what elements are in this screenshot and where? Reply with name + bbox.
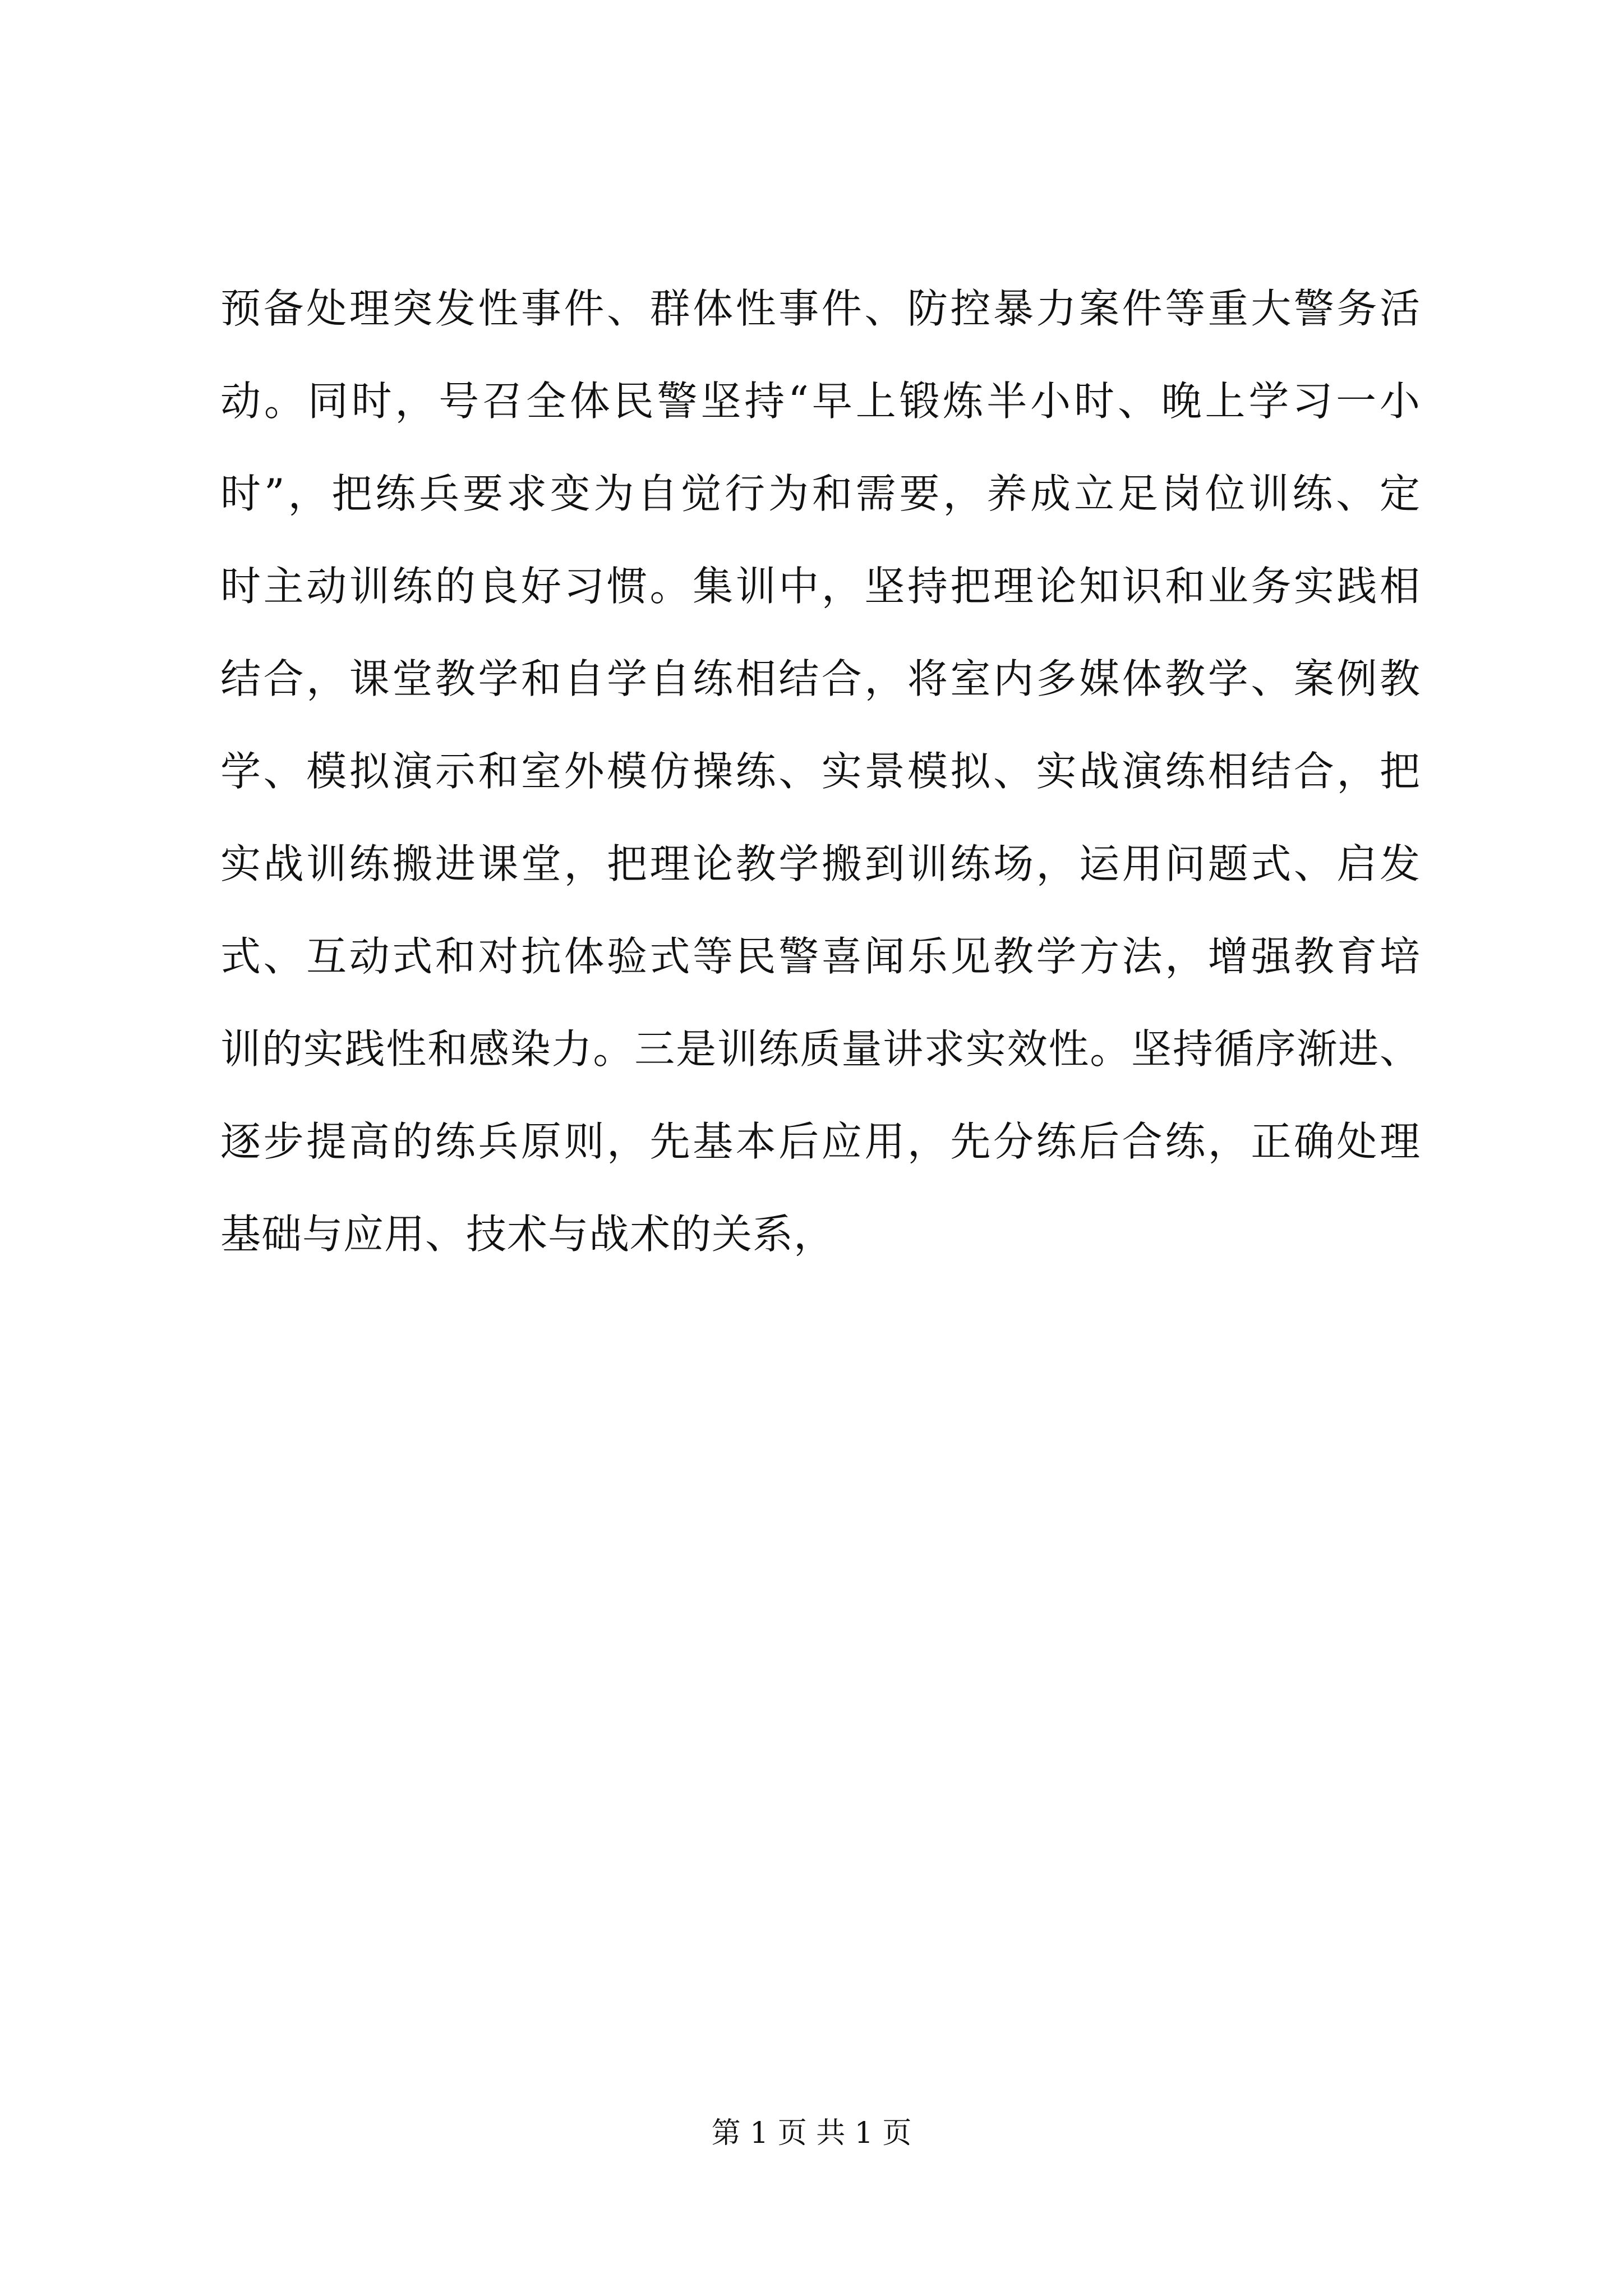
paragraph-line: 时”，把练兵要求变为自觉行为和需要，养成立足岗位训练、定 (220, 470, 1421, 517)
paragraph-line-last: 基础与应用、技术与战术的关系， (220, 1211, 835, 1258)
paragraph-line: 预备处理突发性事件、群体性事件、防控暴力案件等重大警务活 (220, 285, 1421, 332)
paragraph-line: 学、模拟演示和室外模仿操练、实景模拟、实战演练相结合，把 (220, 748, 1421, 795)
paragraph-line: 动。同时，号召全体民警坚持“早上锻炼半小时、晚上学习一小 (220, 378, 1421, 425)
paragraph-line: 实战训练搬进课堂，把理论教学搬到训练场，运用问题式、启发 (220, 840, 1421, 887)
body-paragraph (220, 263, 1421, 1281)
paragraph-line: 逐步提高的练兵原则，先基本后应用，先分练后合练，正确处理 (220, 1118, 1421, 1165)
paragraph-line: 结合，课堂教学和自学自练相结合，将室内多媒体教学、案例教 (220, 655, 1421, 702)
paragraph-line: 式、互动式和对抗体验式等民警喜闻乐见教学方法，增强教育培 (220, 933, 1421, 980)
page-number-footer: 第 1 页 共 1 页 (711, 2116, 912, 2150)
paragraph-line: 时主动训练的良好习惯。集训中，坚持把理论知识和业务实践相 (220, 563, 1421, 610)
paragraph-line: 训的实践性和感染力。三是训练质量讲求实效性。坚持循序渐进、 (220, 1025, 1421, 1073)
